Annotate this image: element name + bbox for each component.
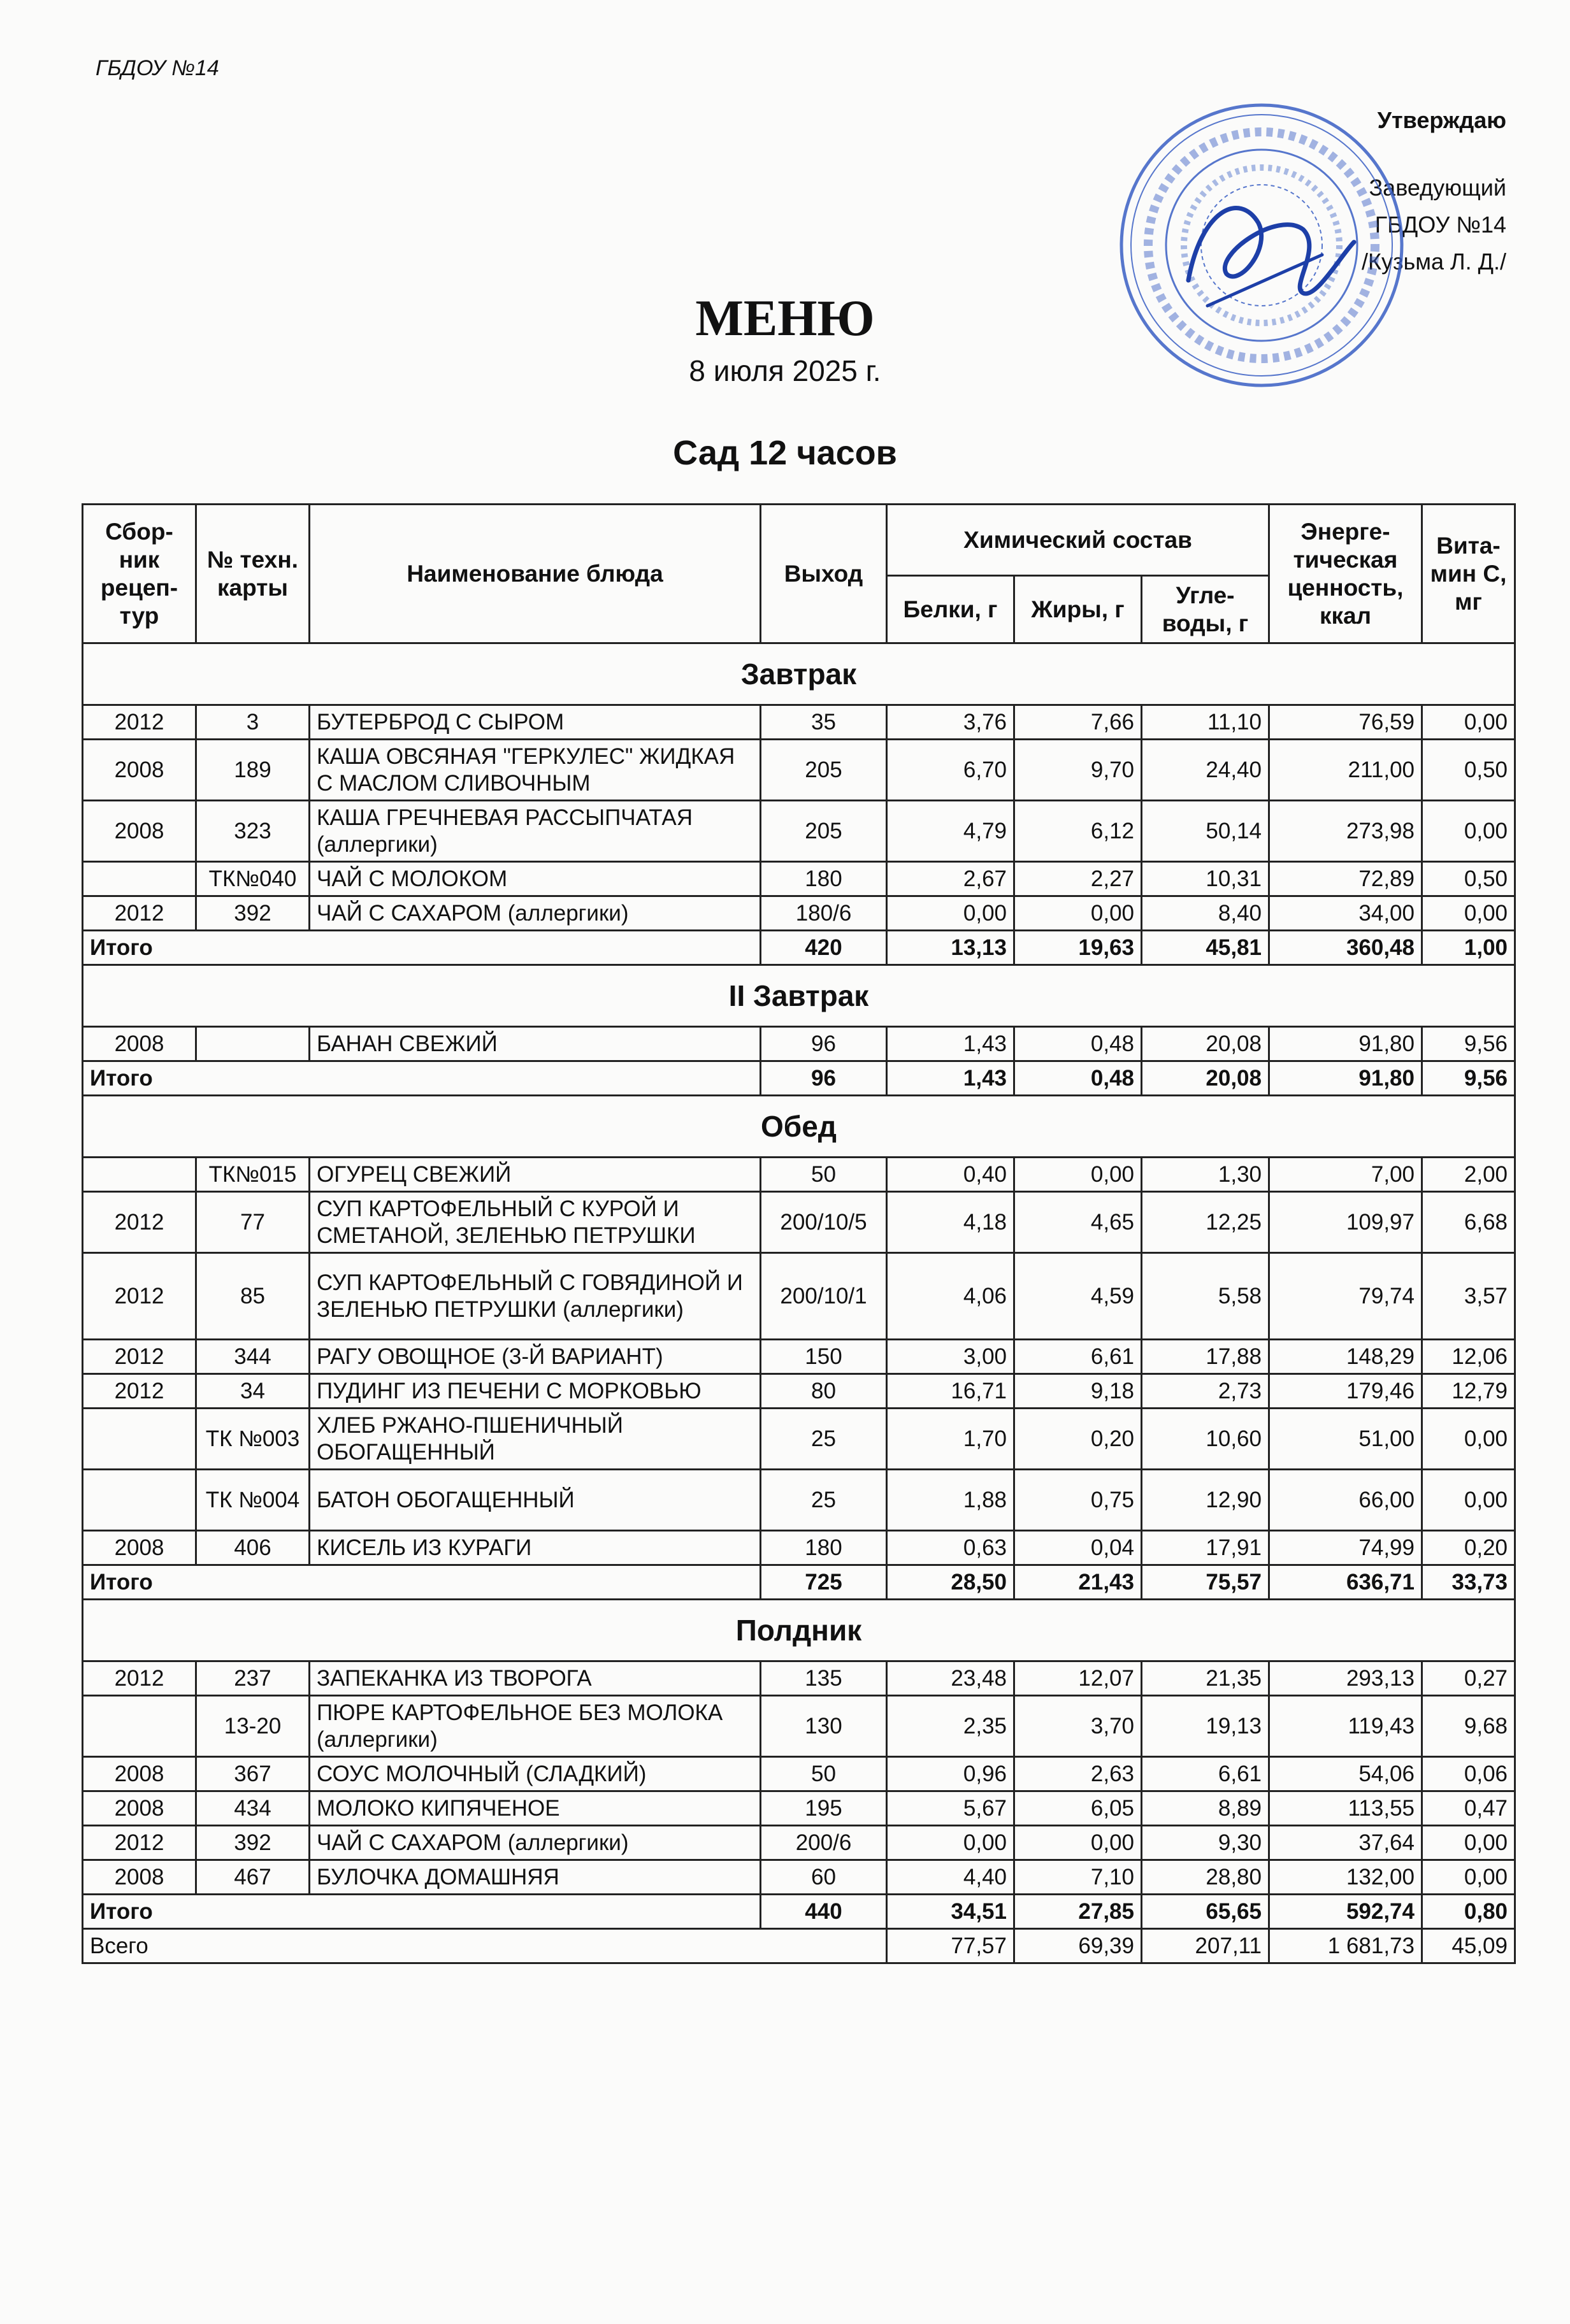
cell-card-number: 3	[196, 705, 310, 740]
cell-collection: 2008	[83, 1027, 196, 1061]
cell-energy: 7,00	[1269, 1158, 1422, 1192]
cell-fat: 9,18	[1014, 1374, 1142, 1409]
cell-protein: 16,71	[887, 1374, 1014, 1409]
section-header-row	[83, 965, 1515, 1027]
cell-protein: 4,40	[887, 1860, 1014, 1895]
cell-card-number	[196, 1027, 310, 1061]
cell-output: 195	[761, 1791, 887, 1826]
cell-vitamin: 0,00	[1422, 1860, 1515, 1895]
section-header-row	[83, 1600, 1515, 1661]
cell-carbs: 1,30	[1142, 1158, 1269, 1192]
cell-protein: 23,48	[887, 1661, 1014, 1696]
cell-collection: 2012	[83, 705, 196, 740]
section-header-row	[83, 1096, 1515, 1158]
cell-collection: 2012	[83, 1661, 196, 1696]
cell-output: 180	[761, 1531, 887, 1565]
cell-output: 200/6	[761, 1826, 887, 1860]
cell-protein: 3,00	[887, 1340, 1014, 1374]
table-row	[83, 1661, 1515, 1696]
cell-card-number: 344	[196, 1340, 310, 1374]
grand-total-vitamin: 45,09	[1422, 1929, 1515, 1963]
total-vitamin: 0,80	[1422, 1895, 1515, 1929]
total-fat: 21,43	[1014, 1565, 1142, 1600]
cell-vitamin: 0,27	[1422, 1661, 1515, 1696]
cell-energy: 119,43	[1269, 1696, 1422, 1757]
cell-collection: 2012	[83, 1340, 196, 1374]
cell-collection: 2012	[83, 1192, 196, 1253]
table-row	[83, 1860, 1515, 1895]
cell-energy: 76,59	[1269, 705, 1422, 740]
total-row	[83, 1061, 1515, 1096]
cell-dish-name: СУП КАРТОФЕЛЬНЫЙ С ГОВЯДИНОЙ И ЗЕЛЕНЬЮ ПЕТРУШКИ (аллергики)	[310, 1253, 761, 1340]
cell-energy: 113,55	[1269, 1791, 1422, 1826]
cell-energy: 72,89	[1269, 862, 1422, 896]
cell-collection	[83, 1696, 196, 1757]
cell-fat: 6,12	[1014, 801, 1142, 862]
cell-protein: 2,35	[887, 1696, 1014, 1757]
table-row	[83, 1531, 1515, 1565]
total-output: 725	[761, 1565, 887, 1600]
table-row	[83, 1826, 1515, 1860]
cell-collection: 2008	[83, 1757, 196, 1791]
table-row	[83, 1696, 1515, 1757]
cell-dish-name: РАГУ ОВОЩНОЕ (3-Й ВАРИАНТ)	[310, 1340, 761, 1374]
cell-collection	[83, 1158, 196, 1192]
cell-collection	[83, 1409, 196, 1470]
cell-energy: 109,97	[1269, 1192, 1422, 1253]
grand-total-protein: 77,57	[887, 1929, 1014, 1963]
cell-dish-name: ЧАЙ С МОЛОКОМ	[310, 862, 761, 896]
cell-vitamin: 0,06	[1422, 1757, 1515, 1791]
cell-carbs: 17,88	[1142, 1340, 1269, 1374]
cell-fat: 6,61	[1014, 1340, 1142, 1374]
cell-carbs: 12,90	[1142, 1470, 1269, 1531]
total-fat: 0,48	[1014, 1061, 1142, 1096]
cell-output: 25	[761, 1470, 887, 1531]
total-energy: 592,74	[1269, 1895, 1422, 1929]
total-carbs: 20,08	[1142, 1061, 1269, 1096]
header-output: Выход	[761, 505, 887, 643]
grand-total-label: Всего	[83, 1929, 887, 1963]
cell-energy: 148,29	[1269, 1340, 1422, 1374]
cell-collection	[83, 862, 196, 896]
cell-carbs: 8,89	[1142, 1791, 1269, 1826]
total-row	[83, 1895, 1515, 1929]
cell-fat: 4,65	[1014, 1192, 1142, 1253]
section-title: Завтрак	[83, 643, 1515, 705]
header-fat: Жиры, г	[1014, 576, 1142, 643]
cell-fat: 7,66	[1014, 705, 1142, 740]
cell-energy: 34,00	[1269, 896, 1422, 931]
cell-card-number: 13-20	[196, 1696, 310, 1757]
grand-total-fat: 69,39	[1014, 1929, 1142, 1963]
total-fat: 27,85	[1014, 1895, 1142, 1929]
cell-energy: 79,74	[1269, 1253, 1422, 1340]
cell-energy: 293,13	[1269, 1661, 1422, 1696]
total-row	[83, 1565, 1515, 1600]
cell-fat: 0,00	[1014, 1158, 1142, 1192]
cell-vitamin: 0,00	[1422, 1470, 1515, 1531]
cell-vitamin: 12,06	[1422, 1340, 1515, 1374]
table-row	[83, 1470, 1515, 1531]
grand-total-carbs: 207,11	[1142, 1929, 1269, 1963]
cell-dish-name: ПУДИНГ ИЗ ПЕЧЕНИ С МОРКОВЬЮ	[310, 1374, 761, 1409]
total-output: 440	[761, 1895, 887, 1929]
table-row	[83, 1158, 1515, 1192]
cell-energy: 132,00	[1269, 1860, 1422, 1895]
cell-vitamin: 0,00	[1422, 896, 1515, 931]
total-protein: 1,43	[887, 1061, 1014, 1096]
cell-fat: 12,07	[1014, 1661, 1142, 1696]
document-title: МЕНЮ	[695, 290, 875, 347]
cell-fat: 0,00	[1014, 1826, 1142, 1860]
cell-vitamin: 0,50	[1422, 740, 1515, 801]
cell-output: 50	[761, 1757, 887, 1791]
table-row	[83, 1409, 1515, 1470]
total-vitamin: 33,73	[1422, 1565, 1515, 1600]
organization-label: ГБДОУ №14	[96, 56, 219, 80]
total-carbs: 75,57	[1142, 1565, 1269, 1600]
cell-dish-name: ЧАЙ С САХАРОМ (аллергики)	[310, 1826, 761, 1860]
cell-vitamin: 6,68	[1422, 1192, 1515, 1253]
menu-subtitle: Сад 12 часов	[673, 434, 897, 472]
section-title: Обед	[83, 1096, 1515, 1158]
cell-protein: 6,70	[887, 740, 1014, 801]
cell-output: 130	[761, 1696, 887, 1757]
cell-fat: 0,48	[1014, 1027, 1142, 1061]
cell-energy: 91,80	[1269, 1027, 1422, 1061]
cell-dish-name: СУП КАРТОФЕЛЬНЫЙ С КУРОЙ И СМЕТАНОЙ, ЗЕЛЕНЬЮ ПЕТРУШКИ	[310, 1192, 761, 1253]
total-carbs: 45,81	[1142, 931, 1269, 965]
cell-carbs: 11,10	[1142, 705, 1269, 740]
cell-collection: 2008	[83, 1860, 196, 1895]
cell-output: 200/10/5	[761, 1192, 887, 1253]
approval-heading: Утверждаю	[1377, 107, 1506, 133]
total-energy: 636,71	[1269, 1565, 1422, 1600]
total-protein: 13,13	[887, 931, 1014, 965]
cell-fat: 2,63	[1014, 1757, 1142, 1791]
total-protein: 34,51	[887, 1895, 1014, 1929]
cell-fat: 0,20	[1014, 1409, 1142, 1470]
cell-dish-name: БУТЕРБРОД С СЫРОМ	[310, 705, 761, 740]
table-row	[83, 1192, 1515, 1253]
cell-protein: 0,00	[887, 1826, 1014, 1860]
cell-dish-name: МОЛОКО КИПЯЧЕНОЕ	[310, 1791, 761, 1826]
cell-dish-name: ХЛЕБ РЖАНО-ПШЕНИЧНЫЙ ОБОГАЩЕННЫЙ	[310, 1409, 761, 1470]
table-row	[83, 1027, 1515, 1061]
cell-output: 60	[761, 1860, 887, 1895]
cell-card-number: 467	[196, 1860, 310, 1895]
cell-collection	[83, 1470, 196, 1531]
cell-carbs: 19,13	[1142, 1696, 1269, 1757]
cell-protein: 0,63	[887, 1531, 1014, 1565]
official-seal-stamp	[1112, 96, 1411, 395]
menu-table-body	[83, 643, 1515, 1963]
cell-vitamin: 2,00	[1422, 1158, 1515, 1192]
cell-protein: 0,96	[887, 1757, 1014, 1791]
table-row	[83, 1253, 1515, 1340]
cell-carbs: 20,08	[1142, 1027, 1269, 1061]
cell-protein: 1,70	[887, 1409, 1014, 1470]
section-title: II Завтрак	[83, 965, 1515, 1027]
table-row	[83, 1374, 1515, 1409]
cell-fat: 0,75	[1014, 1470, 1142, 1531]
cell-carbs: 50,14	[1142, 801, 1269, 862]
cell-carbs: 6,61	[1142, 1757, 1269, 1791]
cell-collection: 2012	[83, 1826, 196, 1860]
header-carbs: Угле-воды, г	[1142, 576, 1269, 643]
total-row	[83, 931, 1515, 965]
table-row	[83, 1340, 1515, 1374]
total-protein: 28,50	[887, 1565, 1014, 1600]
cell-fat: 7,10	[1014, 1860, 1142, 1895]
table-row	[83, 705, 1515, 740]
cell-dish-name: КАША ОВСЯНАЯ "ГЕРКУЛЕС" ЖИДКАЯ С МАСЛОМ СЛИВОЧНЫМ	[310, 740, 761, 801]
cell-protein: 1,43	[887, 1027, 1014, 1061]
cell-vitamin: 0,20	[1422, 1531, 1515, 1565]
cell-carbs: 10,31	[1142, 862, 1269, 896]
header-card-number: № техн. карты	[196, 505, 310, 643]
cell-protein: 5,67	[887, 1791, 1014, 1826]
cell-protein: 4,06	[887, 1253, 1014, 1340]
cell-output: 150	[761, 1340, 887, 1374]
cell-fat: 3,70	[1014, 1696, 1142, 1757]
cell-carbs: 24,40	[1142, 740, 1269, 801]
cell-fat: 0,00	[1014, 896, 1142, 931]
total-label: Итого	[83, 1565, 761, 1600]
table-row	[83, 801, 1515, 862]
table-row	[83, 1757, 1515, 1791]
cell-protein: 0,40	[887, 1158, 1014, 1192]
cell-dish-name: БУЛОЧКА ДОМАШНЯЯ	[310, 1860, 761, 1895]
cell-card-number: 406	[196, 1531, 310, 1565]
cell-carbs: 28,80	[1142, 1860, 1269, 1895]
table-row	[83, 862, 1515, 896]
cell-carbs: 10,60	[1142, 1409, 1269, 1470]
cell-collection: 2012	[83, 1374, 196, 1409]
total-label: Итого	[83, 1895, 761, 1929]
cell-dish-name: БАНАН СВЕЖИЙ	[310, 1027, 761, 1061]
total-label: Итого	[83, 931, 761, 965]
total-energy: 91,80	[1269, 1061, 1422, 1096]
cell-carbs: 2,73	[1142, 1374, 1269, 1409]
cell-card-number: 34	[196, 1374, 310, 1409]
cell-fat: 6,05	[1014, 1791, 1142, 1826]
cell-output: 205	[761, 801, 887, 862]
header-protein: Белки, г	[887, 576, 1014, 643]
cell-protein: 4,79	[887, 801, 1014, 862]
cell-collection: 2012	[83, 896, 196, 931]
cell-carbs: 8,40	[1142, 896, 1269, 931]
total-vitamin: 1,00	[1422, 931, 1515, 965]
cell-card-number: 392	[196, 1826, 310, 1860]
section-header-row	[83, 643, 1515, 705]
signature-mark	[1188, 208, 1354, 294]
approver-position: Заведующий	[1369, 175, 1506, 201]
cell-card-number: ТК №004	[196, 1470, 310, 1531]
cell-carbs: 17,91	[1142, 1531, 1269, 1565]
cell-vitamin: 9,68	[1422, 1696, 1515, 1757]
cell-protein: 3,76	[887, 705, 1014, 740]
cell-card-number: ТК №003	[196, 1409, 310, 1470]
cell-card-number: 85	[196, 1253, 310, 1340]
cell-vitamin: 0,00	[1422, 1826, 1515, 1860]
cell-card-number: 77	[196, 1192, 310, 1253]
cell-output: 80	[761, 1374, 887, 1409]
cell-vitamin: 0,50	[1422, 862, 1515, 896]
cell-card-number: 189	[196, 740, 310, 801]
total-output: 420	[761, 931, 887, 965]
cell-collection: 2012	[83, 1253, 196, 1340]
cell-card-number: ТК№040	[196, 862, 310, 896]
cell-card-number: ТК№015	[196, 1158, 310, 1192]
cell-dish-name: ПЮРЕ КАРТОФЕЛЬНОЕ БЕЗ МОЛОКА (аллергики)	[310, 1696, 761, 1757]
menu-table	[82, 503, 1516, 1964]
cell-dish-name: СОУС МОЛОЧНЫЙ (СЛАДКИЙ)	[310, 1757, 761, 1791]
cell-card-number: 392	[196, 896, 310, 931]
cell-fat: 9,70	[1014, 740, 1142, 801]
header-vitamin-c: Вита-мин С, мг	[1422, 505, 1515, 643]
cell-output: 205	[761, 740, 887, 801]
cell-dish-name: БАТОН ОБОГАЩЕННЫЙ	[310, 1470, 761, 1531]
cell-dish-name: ЗАПЕКАНКА ИЗ ТВОРОГА	[310, 1661, 761, 1696]
cell-fat: 2,27	[1014, 862, 1142, 896]
total-energy: 360,48	[1269, 931, 1422, 965]
cell-vitamin: 0,47	[1422, 1791, 1515, 1826]
cell-vitamin: 0,00	[1422, 705, 1515, 740]
cell-dish-name: КАША ГРЕЧНЕВАЯ РАССЫПЧАТАЯ (аллергики)	[310, 801, 761, 862]
cell-dish-name: ОГУРЕЦ СВЕЖИЙ	[310, 1158, 761, 1192]
cell-collection: 2008	[83, 801, 196, 862]
header-dish-name: Наименование блюда	[310, 505, 761, 643]
cell-vitamin: 12,79	[1422, 1374, 1515, 1409]
cell-protein: 1,88	[887, 1470, 1014, 1531]
table-row	[83, 740, 1515, 801]
cell-vitamin: 0,00	[1422, 801, 1515, 862]
header-energy: Энерге-тическая ценность, ккал	[1269, 505, 1422, 643]
cell-card-number: 237	[196, 1661, 310, 1696]
cell-card-number: 323	[196, 801, 310, 862]
cell-vitamin: 0,00	[1422, 1409, 1515, 1470]
cell-energy: 273,98	[1269, 801, 1422, 862]
header-collection: Сбор-ник рецеп-тур	[83, 505, 196, 643]
cell-protein: 4,18	[887, 1192, 1014, 1253]
cell-carbs: 5,58	[1142, 1253, 1269, 1340]
cell-output: 96	[761, 1027, 887, 1061]
total-carbs: 65,65	[1142, 1895, 1269, 1929]
cell-output: 200/10/1	[761, 1253, 887, 1340]
cell-dish-name: ЧАЙ С САХАРОМ (аллергики)	[310, 896, 761, 931]
cell-vitamin: 9,56	[1422, 1027, 1515, 1061]
cell-card-number: 367	[196, 1757, 310, 1791]
cell-energy: 179,46	[1269, 1374, 1422, 1409]
grand-total-row	[83, 1929, 1515, 1963]
cell-output: 35	[761, 705, 887, 740]
cell-carbs: 9,30	[1142, 1826, 1269, 1860]
cell-carbs: 21,35	[1142, 1661, 1269, 1696]
cell-protein: 0,00	[887, 896, 1014, 931]
cell-output: 25	[761, 1409, 887, 1470]
cell-collection: 2008	[83, 1531, 196, 1565]
section-title: Полдник	[83, 1600, 1515, 1661]
cell-fat: 4,59	[1014, 1253, 1142, 1340]
cell-carbs: 12,25	[1142, 1192, 1269, 1253]
cell-energy: 74,99	[1269, 1531, 1422, 1565]
cell-collection: 2008	[83, 1791, 196, 1826]
total-label: Итого	[83, 1061, 761, 1096]
cell-energy: 54,06	[1269, 1757, 1422, 1791]
cell-protein: 2,67	[887, 862, 1014, 896]
cell-output: 180	[761, 862, 887, 896]
cell-energy: 211,00	[1269, 740, 1422, 801]
grand-total-energy: 1 681,73	[1269, 1929, 1422, 1963]
approver-organization: ГБДОУ №14	[1374, 212, 1506, 238]
cell-output: 50	[761, 1158, 887, 1192]
cell-energy: 51,00	[1269, 1409, 1422, 1470]
cell-dish-name: КИСЕЛЬ ИЗ КУРАГИ	[310, 1531, 761, 1565]
cell-fat: 0,04	[1014, 1531, 1142, 1565]
cell-card-number: 434	[196, 1791, 310, 1826]
header-chemical-composition: Химический состав	[887, 505, 1269, 576]
cell-output: 180/6	[761, 896, 887, 931]
total-output: 96	[761, 1061, 887, 1096]
table-row	[83, 1791, 1515, 1826]
cell-energy: 66,00	[1269, 1470, 1422, 1531]
cell-vitamin: 3,57	[1422, 1253, 1515, 1340]
cell-energy: 37,64	[1269, 1826, 1422, 1860]
cell-output: 135	[761, 1661, 887, 1696]
total-vitamin: 9,56	[1422, 1061, 1515, 1096]
cell-collection: 2008	[83, 740, 196, 801]
total-fat: 19,63	[1014, 931, 1142, 965]
approver-name: /Кузьма Л. Д./	[1361, 248, 1506, 275]
menu-date: 8 июля 2025 г.	[689, 354, 881, 387]
table-row	[83, 896, 1515, 931]
